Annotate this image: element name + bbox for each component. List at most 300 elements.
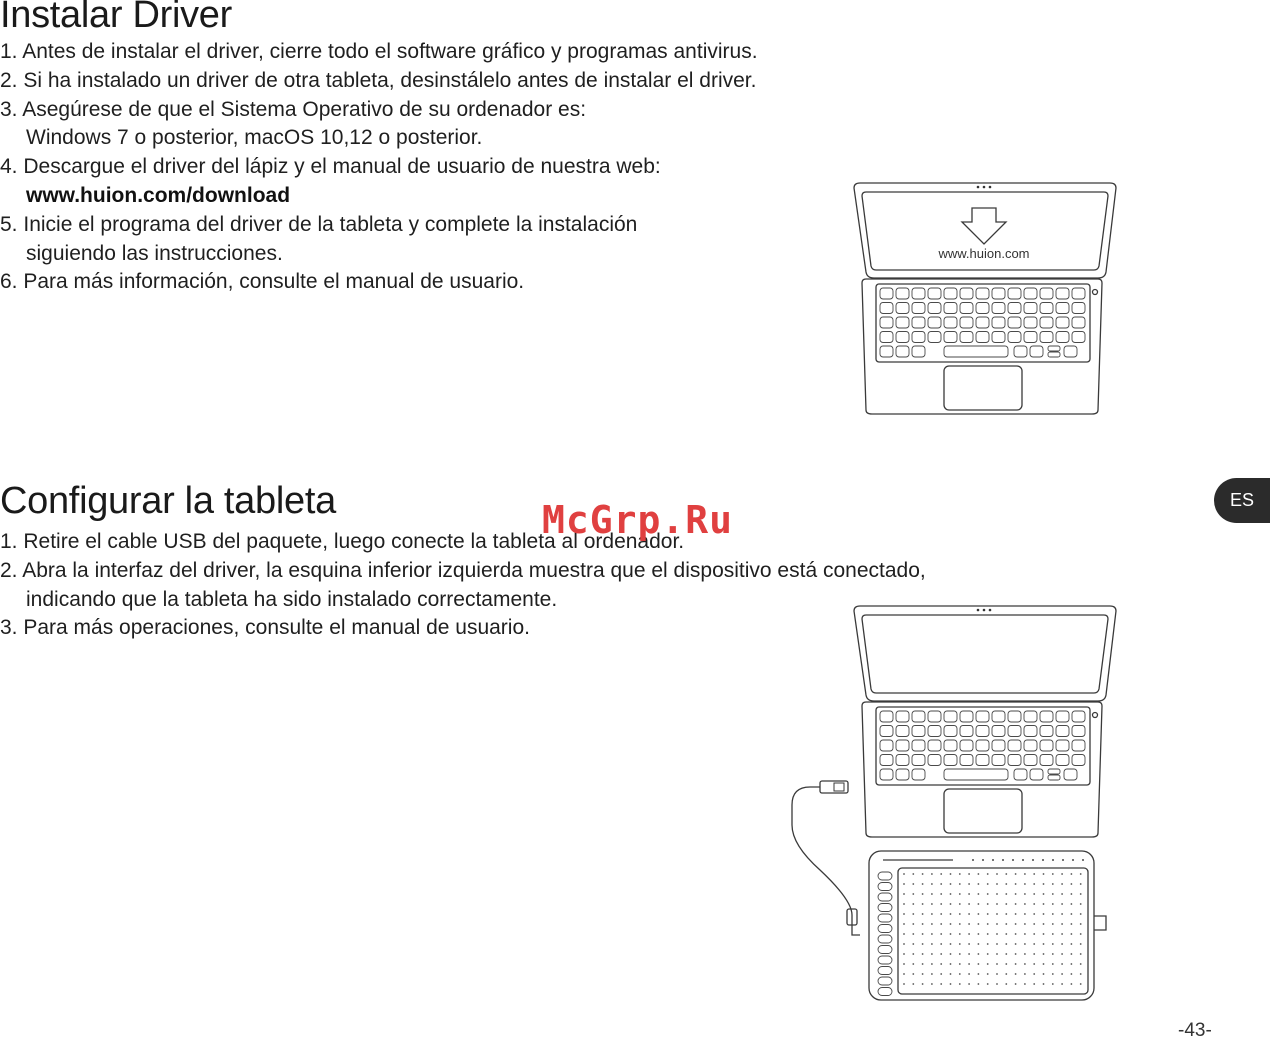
keyboard-key [1048,352,1060,357]
keyboard-key [1040,711,1053,722]
keyboard-key [912,303,925,314]
keyboard-key [1072,317,1085,328]
tablet-grid-dot [912,953,914,955]
setup-steps-list [0,528,926,643]
keyboard-key [1008,755,1021,766]
tablet-grid-dot [931,943,933,945]
tablet-grid-dot [978,963,980,965]
keyboard-key [1056,740,1069,751]
install-step-6: 6. Para más información, consulte el manual de usuario. [0,270,525,294]
tablet-grid-dot [1052,983,1054,985]
tablet-grid-dot [978,973,980,975]
tablet-grid-dot [940,973,942,975]
tablet-grid-dot [931,983,933,985]
keyboard-key [960,317,973,328]
tablet-grid-dot [1052,913,1054,915]
tablet-grid-dot [978,953,980,955]
tablet-grid-dot [1033,903,1035,905]
setup-step-2-cont: indicando que la tableta ha sido instalado correctamente. [26,587,558,611]
tablet-grid-dot [922,913,924,915]
tablet-grid-dot [1005,953,1007,955]
tablet-grid-dot [1052,883,1054,885]
tablet-grid-dot [968,933,970,935]
tablet-grid-dot [1033,883,1035,885]
tablet-grid-dot [950,933,952,935]
keyboard-key [1048,769,1060,774]
section-title-setup: Configurar la tableta [0,480,336,522]
install-step-5: 5. Inicie el programa del driver de la tableta y complete la instalación siguiendo las instrucciones. [0,211,758,269]
tablet-grid-dot [922,923,924,925]
tablet-grid-dot [940,893,942,895]
tablet-grid-dot [1071,973,1073,975]
tablet-grid-dot [996,883,998,885]
keyboard-key [992,755,1005,766]
tablet-grid-dot [1043,913,1045,915]
keyboard-key [1064,769,1077,780]
tablet-grid-dot [1061,943,1063,945]
keyboard-key [944,317,957,328]
keyboard-key [960,303,973,314]
keyboard-key [944,740,957,751]
tablet-grid-dot [950,873,952,875]
tablet-grid-dot [959,973,961,975]
keyboard-key [912,332,925,343]
keyboard-key [912,288,925,299]
keyboard-key [1030,769,1043,780]
keyboard-key [992,711,1005,722]
keyboard-key [944,769,1008,780]
tablet-grid-dot [1080,983,1082,985]
tablet-grid-dot [968,973,970,975]
keyboard-key [896,332,909,343]
tablet-grid-dot [922,903,924,905]
tablet-grid-dot [1024,893,1026,895]
keyboard-key [1056,303,1069,314]
tablet-grid-dot [940,963,942,965]
tablet-grid-dot [978,923,980,925]
keyboard-key [976,288,989,299]
tablet-grid-dot [931,883,933,885]
keyboard-key [896,288,909,299]
tablet-grid-dot [950,893,952,895]
tablet-grid-dot [903,883,905,885]
tablet-grid-dot [996,923,998,925]
tablet-grid-dot [1080,873,1082,875]
tablet-grid-dot [959,883,961,885]
tablet-grid-dot [931,973,933,975]
tablet-grid-dot [950,923,952,925]
tablet-grid-dot [1080,973,1082,975]
tablet-grid-dot [1015,953,1017,955]
install-step-3: 3. Asegúrese de que el Sistema Operativo de su ordenador es: Windows 7 o posterior, macOS 10,12 o posterior. [0,96,758,154]
keyboard-key [960,288,973,299]
tablet-grid-dot [987,953,989,955]
tablet-grid-dot [1024,943,1026,945]
tablet-grid-dot [1080,903,1082,905]
tablet-button [878,914,892,922]
tablet-grid-dot [1033,893,1035,895]
tablet-grid-dot [1024,963,1026,965]
tablet-grid-dot [1071,873,1073,875]
tablet-grid-dot [1043,953,1045,955]
keyboard-key [1040,755,1053,766]
tablet-grid-dot [1080,893,1082,895]
tablet-button [878,893,892,901]
tablet-grid-dot [1071,883,1073,885]
tablet-grid-dot [1005,883,1007,885]
tablet-grid-dot [912,923,914,925]
tablet-button [878,977,892,985]
tablet-grid-dot [1052,923,1054,925]
tablet-grid-dot [959,913,961,915]
keyboard-key [1064,346,1077,357]
keyboard-key [1056,317,1069,328]
laptop-illustration [848,182,1118,416]
tablet-grid-dot [1052,973,1054,975]
tablet-grid-dot [1015,983,1017,985]
keyboard-key [944,726,957,737]
keyboard-key [1014,769,1027,780]
tablet-grid-dot [922,943,924,945]
keyboard-key [976,740,989,751]
tablet-grid-dot [950,973,952,975]
watermark: McGrp.Ru [542,498,734,542]
tablet-grid-dot [903,953,905,955]
keyboard-key [912,740,925,751]
tablet-grid-dot [912,963,914,965]
install-step-1: 1. Antes de instalar el driver, cierre todo el software gráfico y programas antivirus. [0,40,758,63]
keyboard-key [1048,346,1060,351]
tablet-grid-dot [1033,943,1035,945]
tablet-grid-dot [1080,953,1082,955]
tablet-grid-dot [1033,973,1035,975]
tablet-grid-dot [903,983,905,985]
tablet-grid-dot [1015,933,1017,935]
tablet-grid-dot [987,913,989,915]
tablet-grid-dot [996,893,998,895]
tablet-grid-dot [1043,973,1045,975]
tablet-grid-dot [1071,983,1073,985]
download-link[interactable]: www.huion.com/download [26,183,291,207]
tablet-grid-dot [1061,933,1063,935]
tablet-grid-dot [987,963,989,965]
tablet-grid-dot [940,943,942,945]
tablet-grid-dot [1033,983,1035,985]
tablet-grid-dot [931,963,933,965]
install-step-5-cont: siguiendo las instrucciones. [26,241,283,265]
tablet-grid-dot [931,903,933,905]
tablet-grid-dot [1024,903,1026,905]
tablet-grid-dot [996,903,998,905]
keyboard-key [992,332,1005,343]
keyboard-key [1056,332,1069,343]
tablet-grid-dot [1015,923,1017,925]
tablet-grid-dot [968,873,970,875]
tablet-grid-dot [950,963,952,965]
keyboard-key [976,726,989,737]
keyboard-key [880,769,893,780]
tablet-grid-dot [912,903,914,905]
keyboard-key [880,726,893,737]
tablet-grid-dot [1024,883,1026,885]
keyboard-key [1008,303,1021,314]
tablet-grid-dot [959,943,961,945]
keyboard-key [976,303,989,314]
keyboard-key [960,726,973,737]
keyboard-key [1072,711,1085,722]
tablet-button [878,883,892,891]
tablet-grid-dot [1043,893,1045,895]
tablet-grid-dot [950,913,952,915]
tablet-grid-dot [1080,913,1082,915]
keyboard-key [1008,317,1021,328]
tablet-grid-dot [968,883,970,885]
tablet-grid-dot [1052,903,1054,905]
keyboard-key [1040,726,1053,737]
keyboard-key [1040,740,1053,751]
keyboard-key [928,711,941,722]
tablet-grid-dot [987,903,989,905]
keyboard-key [928,303,941,314]
tablet-grid-dot [1080,963,1082,965]
keyboard-key [1072,288,1085,299]
tablet-grid-dot [996,973,998,975]
tablet-grid-dot [1071,953,1073,955]
tablet-button [878,904,892,912]
tablet-grid-dot [959,893,961,895]
keyboard-key [880,288,893,299]
laptop-screen-url: www.huion.com [938,246,1030,261]
tablet-grid-dot [996,933,998,935]
tablet-grid-dot [1005,973,1007,975]
tablet-grid-dot [940,953,942,955]
keyboard-key [1008,288,1021,299]
tablet-grid-dot [1005,903,1007,905]
tablet-grid-dot [978,883,980,885]
language-tab[interactable]: ES [1214,478,1270,523]
tablet-grid-dot [1015,963,1017,965]
keyboard-key [1056,755,1069,766]
tablet-grid-dot [959,933,961,935]
keyboard-key [912,769,925,780]
tablet-grid-dot [1024,953,1026,955]
tablet-grid-dot [1015,893,1017,895]
tablet-grid-dot [1024,973,1026,975]
tablet-grid-dot [940,873,942,875]
tablet-grid-dot [950,953,952,955]
keyboard-key [1056,711,1069,722]
tablet-illustration [868,850,1118,1002]
tablet-grid-dot [940,883,942,885]
keyboard-key [1056,726,1069,737]
tablet-grid-dot [978,913,980,915]
tablet-grid-dot [1015,903,1017,905]
keyboard-key [928,317,941,328]
keyboard-key [896,346,909,357]
keyboard-key [1024,288,1037,299]
keyboard-key [1040,332,1053,343]
keyboard-key [896,755,909,766]
tablet-grid-dot [922,963,924,965]
tablet-grid-dot [1080,943,1082,945]
keyboard-key [880,332,893,343]
tablet-grid-dot [922,973,924,975]
tablet-grid-dot [1015,883,1017,885]
tablet-button [878,956,892,964]
tablet-grid-dot [1015,913,1017,915]
tablet-grid-dot [1061,973,1063,975]
tablet-grid-dot [1052,943,1054,945]
keyboard-key [992,303,1005,314]
tablet-grid-dot [1033,923,1035,925]
tablet-grid-dot [1071,943,1073,945]
keyboard-key [928,332,941,343]
tablet-grid-dot [987,943,989,945]
tablet-grid-dot [931,933,933,935]
tablet-grid-dot [1043,933,1045,935]
keyboard-key [880,346,893,357]
tablet-grid-dot [903,873,905,875]
tablet-button [878,935,892,943]
keyboard-key [1072,740,1085,751]
install-step-3-cont: Windows 7 o posterior, macOS 10,12 o posterior. [26,126,483,150]
tablet-grid-dot [903,963,905,965]
keyboard-key [896,711,909,722]
keyboard-key [1048,775,1060,780]
keyboard-key [1008,332,1021,343]
tablet-grid-dot [912,873,914,875]
install-steps-list [0,38,758,297]
setup-step-3: 3. Para más operaciones, consulte el manual de usuario. [0,616,530,640]
tablet-grid-dot [922,933,924,935]
tablet-grid-dot [996,953,998,955]
keyboard-key [1072,726,1085,737]
keyboard-key [1024,711,1037,722]
setup-step-1: 1. Retire el cable USB del paquete, luego conecte la tableta al ordenador. [0,530,685,553]
keyboard-key [1072,303,1085,314]
tablet-grid-dot [931,873,933,875]
tablet-grid-dot [978,893,980,895]
tablet-grid-dot [1061,923,1063,925]
keyboard-key [928,288,941,299]
tablet-grid-dot [903,923,905,925]
tablet-grid-dot [912,943,914,945]
keyboard-key [1040,317,1053,328]
tablet-grid-dot [959,873,961,875]
tablet-grid-dot [1005,983,1007,985]
tablet-grid-dot [1033,913,1035,915]
tablet-grid-dot [1005,893,1007,895]
keyboard-key [1024,303,1037,314]
tablet-grid-dot [1043,923,1045,925]
tablet-grid-dot [922,883,924,885]
keyboard-key [1056,288,1069,299]
keyboard-key [1024,317,1037,328]
tablet-grid-dot [940,933,942,935]
tablet-grid-dot [931,913,933,915]
keyboard-key [896,769,909,780]
install-step-2: 2. Si ha instalado un driver de otra tableta, desinstálelo antes de instalar el driver. [0,68,757,92]
tablet-grid-dot [987,923,989,925]
tablet-grid-dot [940,983,942,985]
keyboard-key [960,332,973,343]
tablet-grid-dot [1043,873,1045,875]
tablet-grid-dot [968,953,970,955]
keyboard-key [896,303,909,314]
tablet-grid-dot [968,913,970,915]
tablet-grid-dot [931,953,933,955]
tablet-button [878,988,892,996]
keyboard-key [944,303,957,314]
tablet-grid-dot [1005,933,1007,935]
tablet-grid-dot [912,913,914,915]
tablet-grid-dot [1015,873,1017,875]
keyboard-key [912,346,925,357]
keyboard-key [1030,346,1043,357]
setup-step-2: 2. Abra la interfaz del driver, la esquina inferior izquierda muestra que el dispositivo está conectado, indicando que la tableta ha sido instalado correctamente. [0,557,926,615]
tablet-grid-dot [987,973,989,975]
tablet-grid-dot [1052,963,1054,965]
tablet-grid-dot [1005,923,1007,925]
tablet-grid-dot [1024,933,1026,935]
tablet-grid-dot [922,893,924,895]
keyboard-key [944,288,957,299]
tablet-grid-dot [959,903,961,905]
tablet-grid-dot [978,933,980,935]
tablet-grid-dot [922,873,924,875]
tablet-grid-dot [1033,873,1035,875]
tablet-grid-dot [912,883,914,885]
tablet-grid-dot [987,933,989,935]
keyboard-key [976,711,989,722]
keyboard-key [912,317,925,328]
tablet-grid-dot [987,893,989,895]
tablet-grid-dot [912,933,914,935]
tablet-grid-dot [1080,883,1082,885]
tablet-grid-dot [968,983,970,985]
tablet-grid-dot [1080,933,1082,935]
tablet-grid-dot [1005,943,1007,945]
tablet-grid-dot [922,983,924,985]
tablet-grid-dot [1043,883,1045,885]
keyboard-key [896,317,909,328]
tablet-grid-dot [1061,983,1063,985]
tablet-grid-dot [1071,923,1073,925]
tablet-grid-dot [903,903,905,905]
tablet-grid-dot [1005,873,1007,875]
tablet-grid-dot [1024,983,1026,985]
keyboard-key [880,755,893,766]
tablet-grid-dot [1024,873,1026,875]
keyboard-key [944,332,957,343]
keyboard-key [1040,288,1053,299]
tablet-grid-dot [1033,933,1035,935]
tablet-grid-dot [912,973,914,975]
tablet-grid-dot [903,893,905,895]
tablet-grid-dot [912,983,914,985]
page-number: -43- [1178,1020,1212,1041]
tablet-grid-dot [1043,983,1045,985]
keyboard-key [928,726,941,737]
keyboard-key [1014,346,1027,357]
tablet-grid-dot [1033,953,1035,955]
keyboard-key [944,755,957,766]
tablet-grid-dot [1071,903,1073,905]
keyboard-key [1072,755,1085,766]
keyboard-key [1024,755,1037,766]
keyboard-key [880,740,893,751]
keyboard-key [992,288,1005,299]
